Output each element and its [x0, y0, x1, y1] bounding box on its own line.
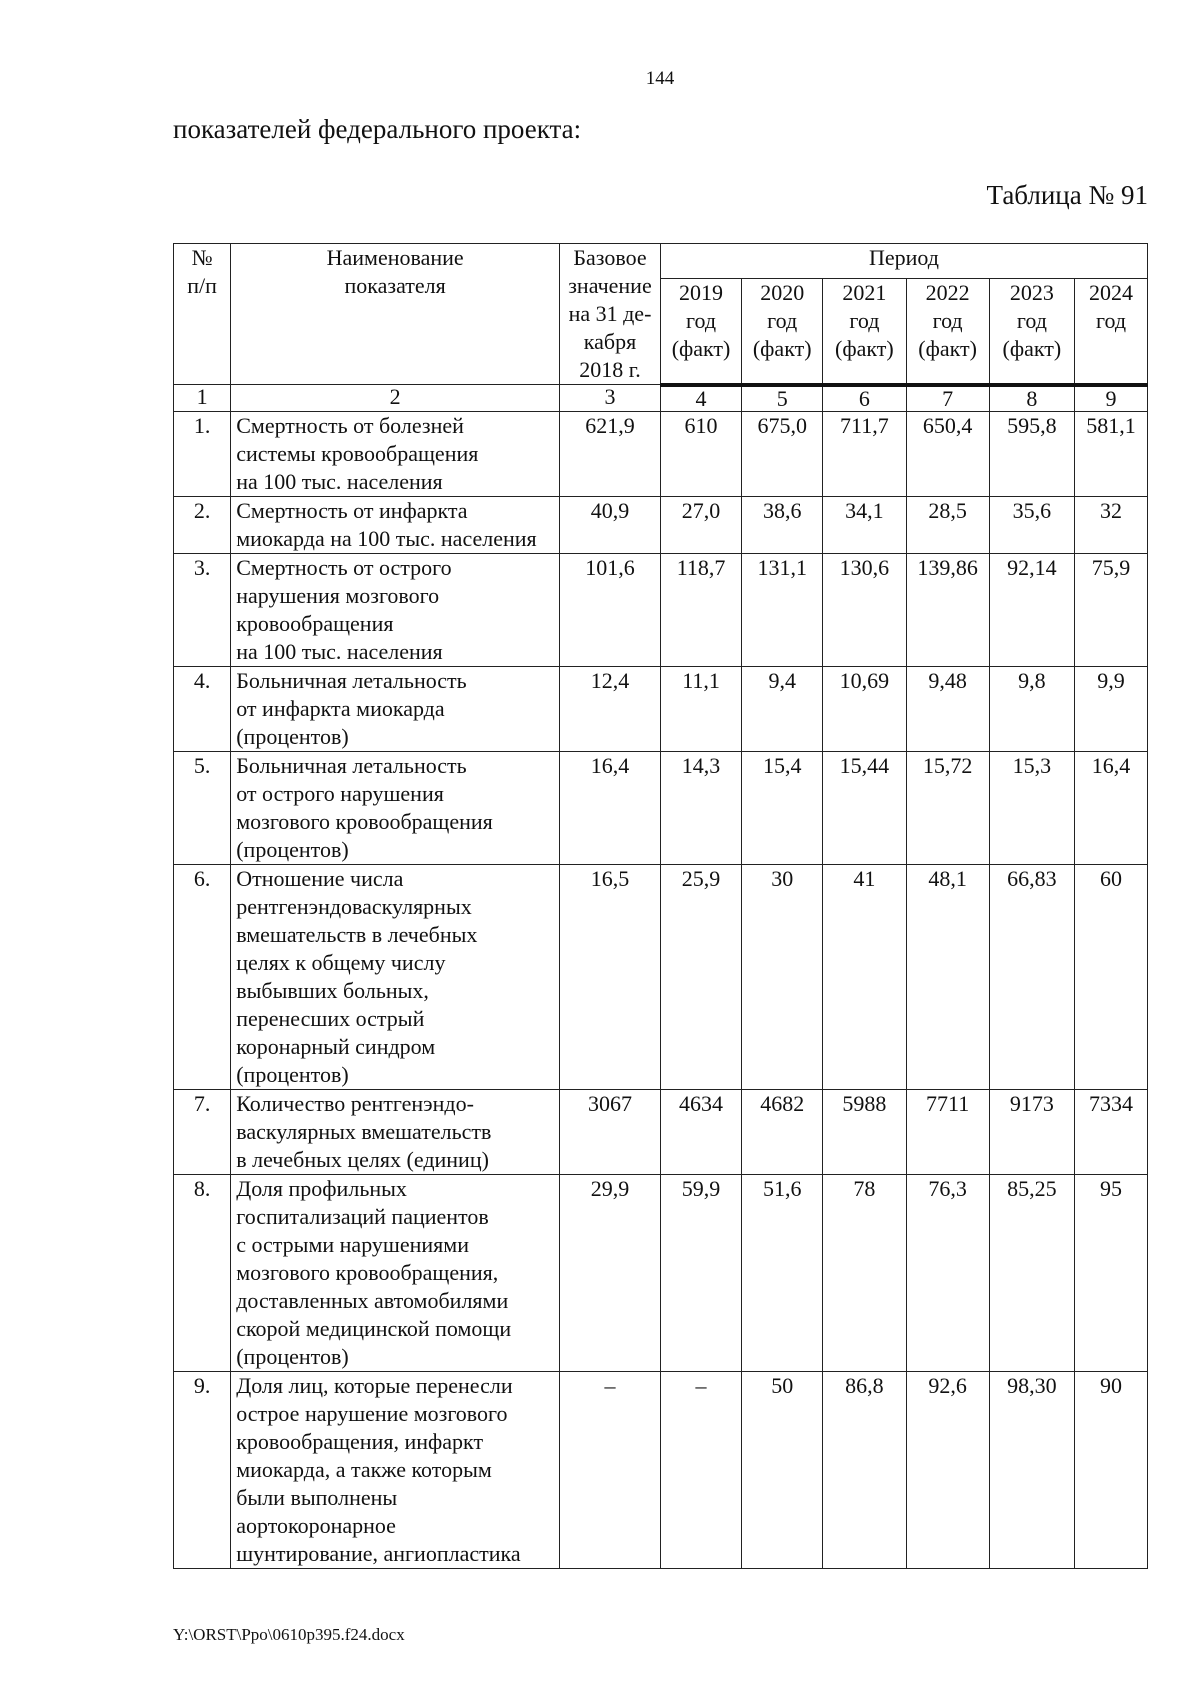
- page-number: 144: [645, 68, 675, 89]
- year-value: 650,4: [906, 411, 989, 496]
- year-value: 50: [742, 1371, 823, 1568]
- table-row: [174, 1371, 1148, 1568]
- year-value: 48,1: [906, 864, 989, 1089]
- year-value: 4682: [742, 1089, 823, 1174]
- indicator-name: Больничная летальность от инфаркта миокарда (процентов): [231, 666, 560, 751]
- table-row: [174, 1174, 1148, 1371]
- year-value: 10,69: [823, 666, 906, 751]
- year-value: 60: [1075, 864, 1148, 1089]
- base-value: 3067: [560, 1089, 661, 1174]
- indicators-table: [173, 243, 1148, 1569]
- column-number: 2: [231, 385, 560, 412]
- table-row: [174, 411, 1148, 496]
- year-value: 11,1: [660, 666, 741, 751]
- year-value: 595,8: [989, 411, 1074, 496]
- year-value: 59,9: [660, 1174, 741, 1371]
- header-year: 2020 год (факт): [742, 279, 823, 385]
- base-value: –: [560, 1371, 661, 1568]
- base-value: 16,5: [560, 864, 661, 1089]
- year-value: 16,4: [1075, 751, 1148, 864]
- year-value: 7334: [1075, 1089, 1148, 1174]
- indicator-name: Количество рентгенэндо- васкулярных вмешательств в лечебных целях (единиц): [231, 1089, 560, 1174]
- year-value: 15,72: [906, 751, 989, 864]
- base-value: 16,4: [560, 751, 661, 864]
- header-year: 2019 год (факт): [660, 279, 741, 385]
- row-number: 3.: [174, 553, 231, 666]
- year-value: 9,48: [906, 666, 989, 751]
- year-value: 92,14: [989, 553, 1074, 666]
- row-number: 9.: [174, 1371, 231, 1568]
- column-number: 9: [1075, 385, 1148, 412]
- year-value: 38,6: [742, 496, 823, 553]
- indicator-name: Доля лиц, которые перенесли острое нарушение мозгового кровообращения, инфаркт миокарда, а также которым были выполнены аортокоронарное шунтирование, ангиопластика: [231, 1371, 560, 1568]
- row-number: 2.: [174, 496, 231, 553]
- column-number: 6: [823, 385, 906, 412]
- base-value: 621,9: [560, 411, 661, 496]
- row-number: 6.: [174, 864, 231, 1089]
- header-year: 2022 год (факт): [906, 279, 989, 385]
- year-value: 4634: [660, 1089, 741, 1174]
- year-value: 66,83: [989, 864, 1074, 1089]
- column-number: 5: [742, 385, 823, 412]
- header-period: Период: [660, 244, 1147, 279]
- column-number: 7: [906, 385, 989, 412]
- year-value: 90: [1075, 1371, 1148, 1568]
- year-value: 25,9: [660, 864, 741, 1089]
- column-number: 8: [989, 385, 1074, 412]
- year-value: 711,7: [823, 411, 906, 496]
- indicator-name: Отношение числа рентгенэндоваскулярных вмешательств в лечебных целях к общему числу выбывших больных, перенесших острый коронарный синдром (процентов): [231, 864, 560, 1089]
- table-row: [174, 496, 1148, 553]
- indicator-name: Доля профильных госпитализаций пациентов с острыми нарушениями мозгового кровообращения, доставленных автомобилями скорой медицинской помощи (процентов): [231, 1174, 560, 1371]
- table-row: [174, 666, 1148, 751]
- header-base: Базовое значение на 31 де- кабря 2018 г.: [560, 244, 661, 385]
- year-value: 35,6: [989, 496, 1074, 553]
- year-value: 9,4: [742, 666, 823, 751]
- year-value: 9,9: [1075, 666, 1148, 751]
- year-value: 15,4: [742, 751, 823, 864]
- table-caption: Таблица № 91: [986, 180, 1148, 210]
- table-body: [174, 385, 1148, 1569]
- indicators-table-container: [173, 243, 1148, 1569]
- header-year: 2024 год: [1075, 279, 1148, 385]
- row-number: 5.: [174, 751, 231, 864]
- indicator-name: Смертность от болезней системы кровообращения на 100 тыс. населения: [231, 411, 560, 496]
- base-value: 101,6: [560, 553, 661, 666]
- column-number: 3: [560, 385, 661, 412]
- year-value: 14,3: [660, 751, 741, 864]
- year-value: 118,7: [660, 553, 741, 666]
- year-value: 15,3: [989, 751, 1074, 864]
- year-value: 41: [823, 864, 906, 1089]
- row-number: 8.: [174, 1174, 231, 1371]
- year-value: 92,6: [906, 1371, 989, 1568]
- column-number: 4: [660, 385, 741, 412]
- column-number: 1: [174, 385, 231, 412]
- year-value: 139,86: [906, 553, 989, 666]
- year-value: 9173: [989, 1089, 1074, 1174]
- base-value: 29,9: [560, 1174, 661, 1371]
- year-value: 98,30: [989, 1371, 1074, 1568]
- year-value: 27,0: [660, 496, 741, 553]
- footer-file-path: Y:\ORST\Ppo\0610p395.f24.docx: [173, 1625, 405, 1644]
- indicator-name: Смертность от острого нарушения мозгового кровообращения на 100 тыс. населения: [231, 553, 560, 666]
- header-num: № п/п: [174, 244, 231, 385]
- year-value: 86,8: [823, 1371, 906, 1568]
- base-value: 40,9: [560, 496, 661, 553]
- table-row: [174, 553, 1148, 666]
- year-value: 85,25: [989, 1174, 1074, 1371]
- year-value: 51,6: [742, 1174, 823, 1371]
- year-value: –: [660, 1371, 741, 1568]
- year-value: 15,44: [823, 751, 906, 864]
- row-number: 7.: [174, 1089, 231, 1174]
- indicator-name: Смертность от инфаркта миокарда на 100 тыс. населения: [231, 496, 560, 553]
- year-value: 581,1: [1075, 411, 1148, 496]
- year-value: 76,3: [906, 1174, 989, 1371]
- table-row: [174, 1089, 1148, 1174]
- year-value: 131,1: [742, 553, 823, 666]
- year-value: 32: [1075, 496, 1148, 553]
- row-number: 1.: [174, 411, 231, 496]
- row-number: 4.: [174, 666, 231, 751]
- year-value: 9,8: [989, 666, 1074, 751]
- intro-text: показателей федерального проекта:: [173, 114, 582, 144]
- indicator-name: Больничная летальность от острого нарушения мозгового кровообращения (процентов): [231, 751, 560, 864]
- year-value: 75,9: [1075, 553, 1148, 666]
- year-value: 95: [1075, 1174, 1148, 1371]
- base-value: 12,4: [560, 666, 661, 751]
- year-value: 30: [742, 864, 823, 1089]
- year-value: 78: [823, 1174, 906, 1371]
- column-numbers-row: [174, 385, 1148, 412]
- header-year: 2021 год (факт): [823, 279, 906, 385]
- year-value: 28,5: [906, 496, 989, 553]
- year-value: 675,0: [742, 411, 823, 496]
- year-value: 5988: [823, 1089, 906, 1174]
- year-value: 7711: [906, 1089, 989, 1174]
- year-value: 130,6: [823, 553, 906, 666]
- header-name: Наименование показателя: [231, 244, 560, 385]
- year-value: 610: [660, 411, 741, 496]
- table-row: [174, 864, 1148, 1089]
- year-value: 34,1: [823, 496, 906, 553]
- header-year: 2023 год (факт): [989, 279, 1074, 385]
- table-row: [174, 751, 1148, 864]
